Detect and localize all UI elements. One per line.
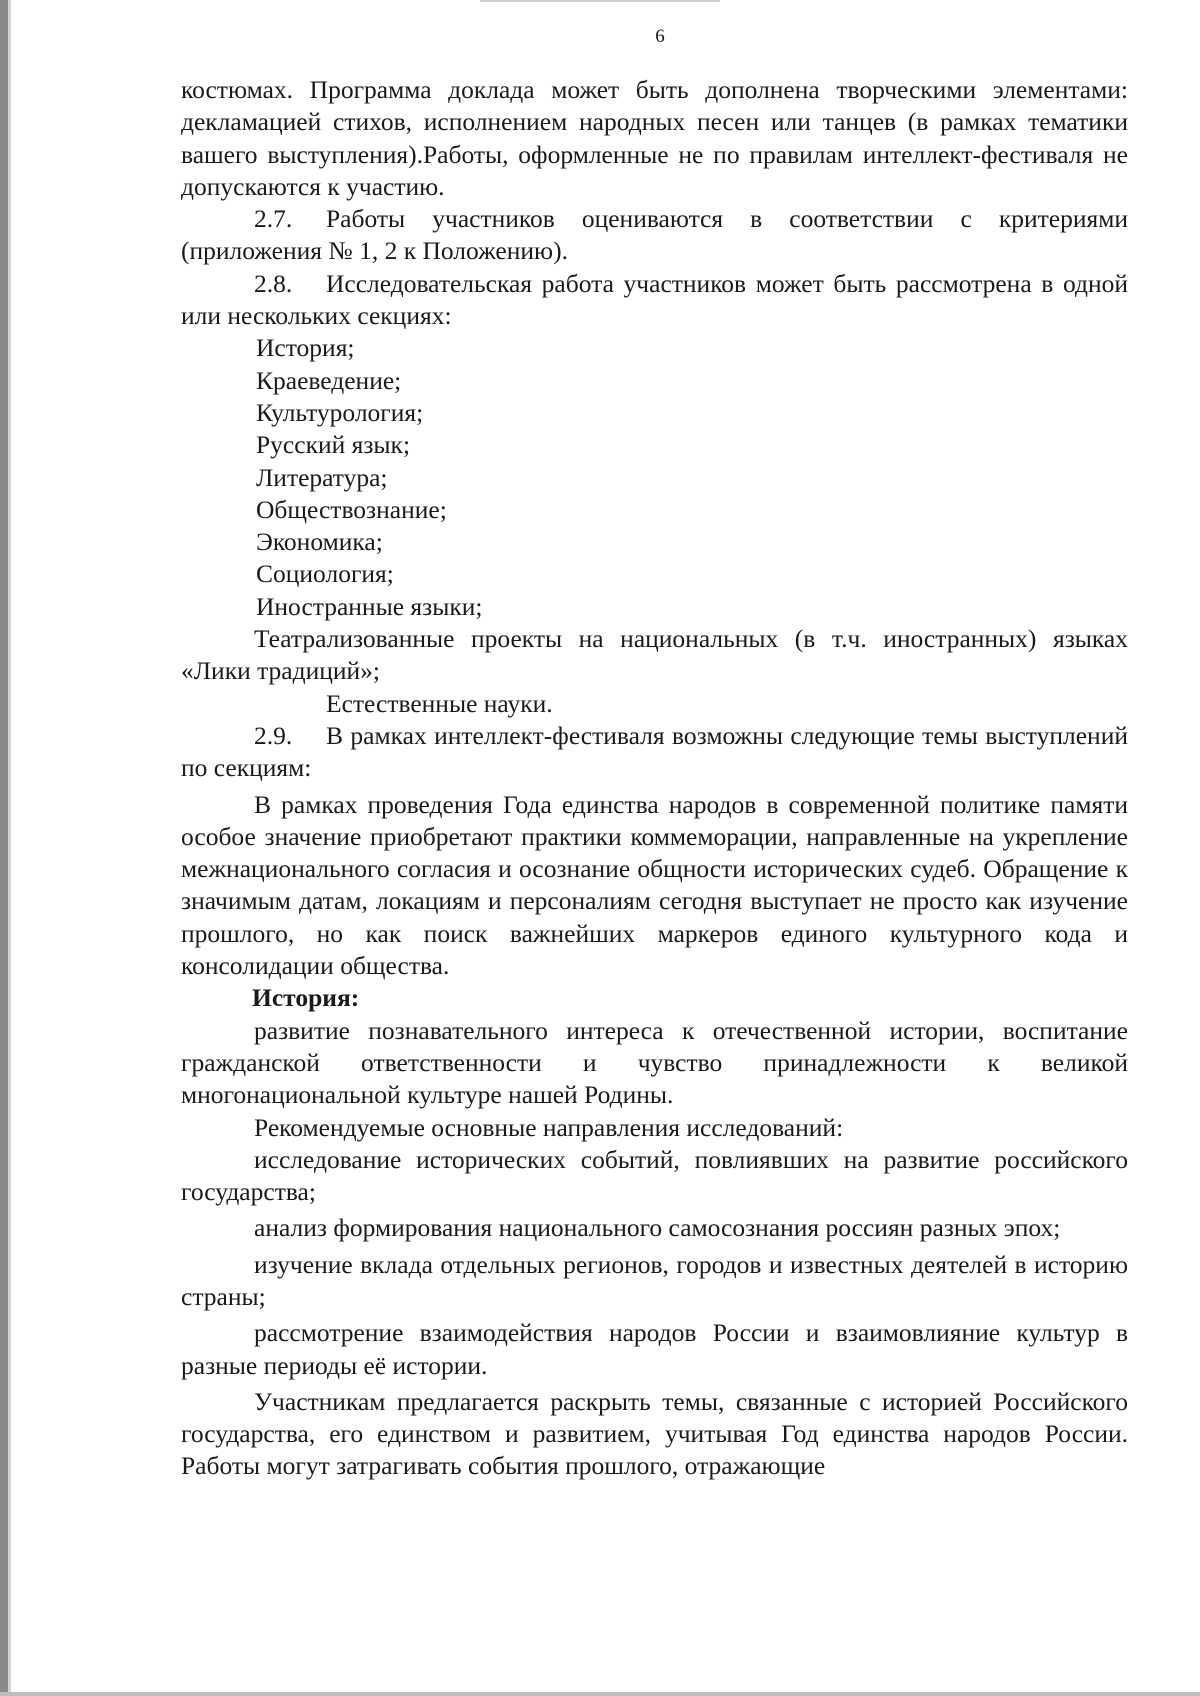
section-item-literature: Литература;: [256, 462, 388, 492]
section-item-foreign-languages: Иностранные языки;: [256, 591, 483, 621]
scan-edge-top: [480, 0, 720, 2]
clause-text: В рамках интеллект-фестиваля возможны следующие темы выступлений по секциям:: [181, 720, 1128, 783]
section-item-natural-sciences: Естественные науки.: [326, 688, 553, 718]
section-item-culturology: Культурология;: [256, 397, 424, 427]
paragraph-history-goal: развитие познавательного интереса к отечественной истории, воспитание гражданской ответственности и чувство принадлежности к великой многонациональной культуре нашей Родины.: [181, 1015, 1128, 1110]
clause-number: 2.7.: [254, 204, 293, 234]
clause-number: 2.8.: [254, 268, 293, 298]
history-heading: История:: [252, 983, 360, 1013]
paragraph-intro: костюмах. Программа доклада может быть дополнена творческими элементами: декламацией стихов, исполнением народных песен или танцев (в рамках тематики вашего выступления).Работы, оформленные не по правилам интеллект-фестиваля не допускаются к участию.: [181, 75, 1128, 201]
scan-edge-left-shadow: [8, 0, 11, 1696]
clause-2-7: [181, 203, 1128, 268]
section-item-russian-language: Русский язык;: [256, 430, 411, 460]
paragraph-final: Участникам предлагается раскрыть темы, связанные с историей Российского государства, его единством и развитием, учитывая Год единства народов России. Работы могут затрагивать события прошлого, отражающие: [181, 1386, 1128, 1481]
direction-item: анализ формирования национального самосознания россиян разных эпох;: [254, 1213, 1061, 1243]
direction-item: изучение вклада отдельных регионов, городов и известных деятелей в историю страны;: [181, 1249, 1128, 1311]
clause-number: 2.9.: [254, 720, 293, 750]
section-item-sociology: Социология;: [256, 559, 394, 589]
section-item-economics: Экономика;: [256, 527, 383, 557]
paragraph-unity-year: В рамках проведения Года единства народов в современной политике памяти особое значение приобретают практики коммеморации, направленные на укрепление межнационального согласия и осознание общности исторических судеб. Обращение к значимым датам, локациям и персоналиям сегодня выступает не просто как изучение прошлого, но как поиск важнейших маркеров единого культурного кода и консолидации общества.: [181, 789, 1128, 981]
paragraph-recommended: Рекомендуемые основные направления исследований:: [254, 1112, 844, 1142]
section-item-history: История;: [256, 333, 355, 363]
page-number: 6: [655, 26, 665, 47]
clause-text: Работы участников оцениваются в соответствии с критериями (приложения № 1, 2 к Положению).: [181, 204, 1128, 266]
clause-2-9: [181, 720, 1128, 785]
section-item-social-studies: Обществознание;: [256, 494, 447, 524]
direction-item: рассмотрение взаимодействия народов России и взаимовлияние культур в разные периоды её истории.: [181, 1318, 1128, 1380]
direction-item: исследование исторических событий, повлиявших на развитие российского государства;: [181, 1144, 1128, 1207]
scan-edge-left: [0, 0, 8, 1696]
clause-2-8: [181, 268, 1128, 333]
document-body: [181, 74, 1128, 1483]
scan-edge-bottom: [0, 1692, 1200, 1696]
section-item-theatre: Театрализованные проекты на национальных (в т.ч. иностранных) языках «Лики традиций»;: [181, 624, 1128, 686]
clause-text: Исследовательская работа участников может быть рассмотрена в одной или нескольких секциях:: [181, 268, 1128, 331]
section-item-local-history: Краеведение;: [256, 365, 402, 395]
